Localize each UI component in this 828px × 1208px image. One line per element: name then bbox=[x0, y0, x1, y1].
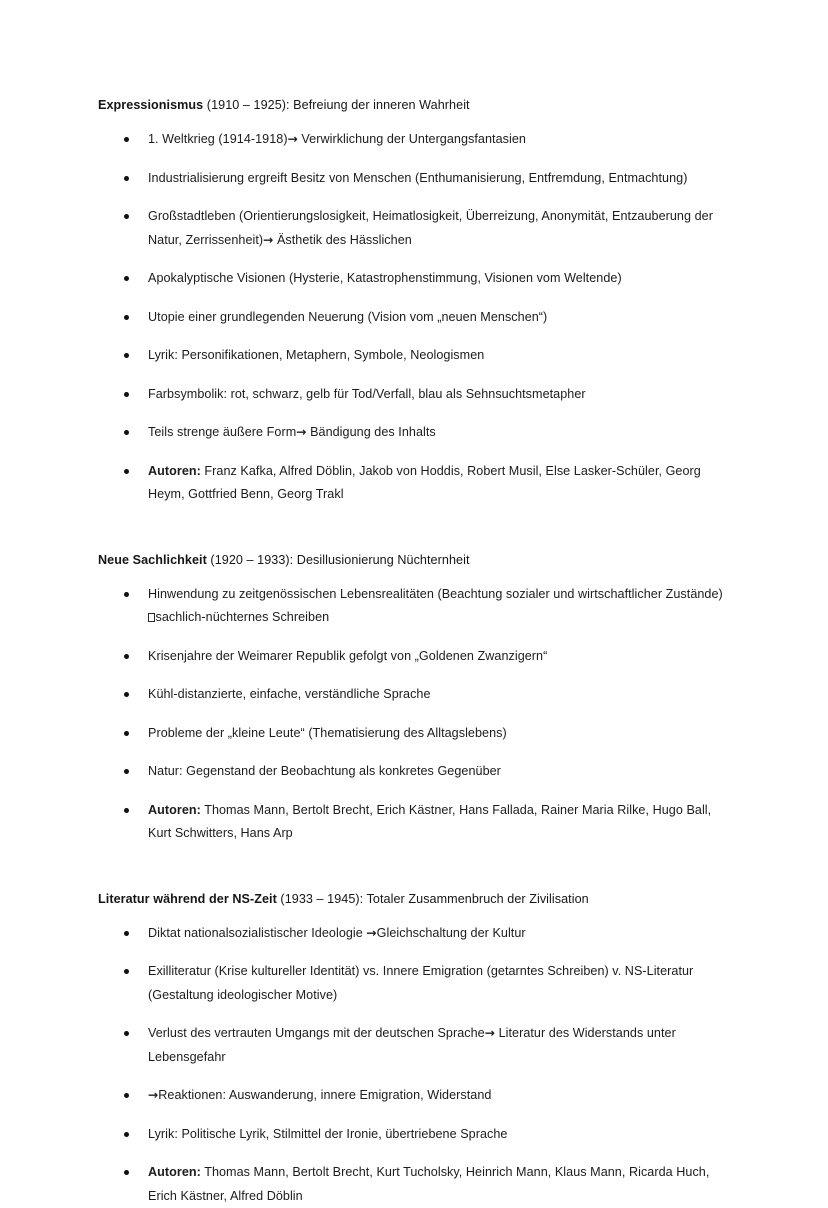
bullet-dot-icon bbox=[124, 654, 129, 659]
bullet-dot-icon bbox=[124, 392, 129, 397]
list-item bbox=[98, 683, 732, 707]
list-item-text: Probleme der „kleine Leute“ (Thematisierung des Alltagslebens) bbox=[148, 726, 507, 740]
list-item-text: Farbsymbolik: rot, schwarz, gelb für Tod/Verfall, blau als Sehnsuchtsmetapher bbox=[148, 387, 586, 401]
list-item bbox=[98, 1022, 732, 1069]
bullet-dot-icon bbox=[124, 214, 129, 219]
bullet-dot-icon bbox=[124, 469, 129, 474]
list-item bbox=[98, 1161, 732, 1208]
bullet-dot-icon bbox=[124, 969, 129, 974]
right-arrow-icon: → bbox=[148, 1088, 158, 1102]
list-item-text: Apokalyptische Visionen (Hysterie, Katastrophenstimmung, Visionen vom Weltende) bbox=[148, 271, 622, 285]
list-item bbox=[98, 645, 732, 669]
bullet-dot-icon bbox=[124, 176, 129, 181]
bullet-list-neue-sachlichkeit bbox=[98, 583, 732, 846]
list-item-text: Diktat nationalsozialistischer Ideologie →Gleichschaltung der Kultur bbox=[148, 926, 526, 940]
list-item bbox=[98, 799, 732, 846]
bullet-dot-icon bbox=[124, 315, 129, 320]
list-item-lead: Autoren: bbox=[148, 803, 201, 817]
epoch-heading-ns-zeit bbox=[98, 890, 732, 908]
bullet-dot-icon bbox=[124, 430, 129, 435]
list-item-text: Hinwendung zu zeitgenössischen Lebensrealitäten (Beachtung sozialer und wirtschaftlicher Zustände) sachlich-nüchternes Schreiben bbox=[148, 587, 723, 625]
list-item-text: Natur: Gegenstand der Beobachtung als konkretes Gegenüber bbox=[148, 764, 501, 778]
right-arrow-icon: → bbox=[485, 1026, 495, 1040]
bullet-dot-icon bbox=[124, 931, 129, 936]
right-arrow-icon: → bbox=[296, 425, 306, 439]
list-item-text: Lyrik: Politische Lyrik, Stilmittel der Ironie, übertriebene Sprache bbox=[148, 1127, 507, 1141]
list-item bbox=[98, 922, 732, 946]
list-item bbox=[98, 1084, 732, 1108]
list-item bbox=[98, 583, 732, 630]
list-item-text: Krisenjahre der Weimarer Republik gefolgt von „Goldenen Zwanzigern“ bbox=[148, 649, 547, 663]
list-item bbox=[98, 167, 732, 191]
bullet-list-ns-zeit bbox=[98, 922, 732, 1208]
epoch-section-neue-sachlichkeit bbox=[98, 551, 732, 846]
list-item-text: Teils strenge äußere Form→ Bändigung des Inhalts bbox=[148, 425, 436, 439]
right-arrow-icon: → bbox=[366, 926, 376, 940]
list-item-lead: Autoren: bbox=[148, 464, 201, 478]
bullet-dot-icon bbox=[124, 769, 129, 774]
list-item-text: Industrialisierung ergreift Besitz von Menschen (Enthumanisierung, Entfremdung, Entmachtung) bbox=[148, 171, 687, 185]
missing-glyph-box-icon bbox=[148, 613, 155, 622]
list-item bbox=[98, 267, 732, 291]
bullet-dot-icon bbox=[124, 731, 129, 736]
right-arrow-icon: → bbox=[288, 132, 298, 146]
epoch-period-and-subtitle: (1910 – 1925): Befreiung der inneren Wahrheit bbox=[203, 98, 469, 112]
epoch-name: Expressionismus bbox=[98, 98, 203, 112]
bullet-list-expressionismus bbox=[98, 128, 732, 507]
list-item bbox=[98, 460, 732, 507]
list-item-text: 1. Weltkrieg (1914-1918)→ Verwirklichung der Untergangsfantasien bbox=[148, 132, 526, 146]
bullet-dot-icon bbox=[124, 692, 129, 697]
list-item-text: →Reaktionen: Auswanderung, innere Emigration, Widerstand bbox=[148, 1088, 491, 1102]
bullet-dot-icon bbox=[124, 808, 129, 813]
list-item bbox=[98, 205, 732, 252]
list-item bbox=[98, 128, 732, 152]
epoch-section-expressionismus bbox=[98, 96, 732, 507]
list-item bbox=[98, 344, 732, 368]
list-item-text: Exilliteratur (Krise kultureller Identität) vs. Innere Emigration (getarntes Schreiben) v. NS-Literatur (Gestaltung ideologischer Motive) bbox=[148, 964, 693, 1002]
list-item-lead: Autoren: bbox=[148, 1165, 201, 1179]
list-item bbox=[98, 1123, 732, 1147]
bullet-dot-icon bbox=[124, 137, 129, 142]
list-item bbox=[98, 760, 732, 784]
list-item bbox=[98, 306, 732, 330]
list-item bbox=[98, 722, 732, 746]
list-item bbox=[98, 421, 732, 445]
bullet-dot-icon bbox=[124, 592, 129, 597]
list-item-text: Franz Kafka, Alfred Döblin, Jakob von Hoddis, Robert Musil, Else Lasker-Schüler, Georg Heym, Gottfried Benn, Georg Trakl bbox=[148, 464, 701, 502]
epoch-section-ns-zeit bbox=[98, 890, 732, 1208]
list-item-text: Thomas Mann, Bertolt Brecht, Erich Kästner, Hans Fallada, Rainer Maria Rilke, Hugo Ball, Kurt Schwitters, Hans Arp bbox=[148, 803, 711, 841]
right-arrow-icon: → bbox=[263, 233, 273, 247]
bullet-dot-icon bbox=[124, 1132, 129, 1137]
list-item-text: Lyrik: Personifikationen, Metaphern, Symbole, Neologismen bbox=[148, 348, 484, 362]
bullet-dot-icon bbox=[124, 276, 129, 281]
list-item-text: Großstadtleben (Orientierungslosigkeit, Heimatlosigkeit, Überreizung, Anonymität, Entzauberung der Natur, Zerrissenheit)→ Ästhetik des Hässlichen bbox=[148, 209, 713, 247]
list-item bbox=[98, 383, 732, 407]
list-item-text: Utopie einer grundlegenden Neuerung (Vision vom „neuen Menschen“) bbox=[148, 310, 547, 324]
list-item-text: Thomas Mann, Bertolt Brecht, Kurt Tucholsky, Heinrich Mann, Klaus Mann, Ricarda Huch, Erich Kästner, Alfred Döblin bbox=[148, 1165, 709, 1203]
bullet-dot-icon bbox=[124, 1093, 129, 1098]
bullet-dot-icon bbox=[124, 1031, 129, 1036]
list-item-text: Kühl-distanzierte, einfache, verständliche Sprache bbox=[148, 687, 431, 701]
list-item-text: Verlust des vertrauten Umgangs mit der deutschen Sprache→ Literatur des Widerstands unter Lebensgefahr bbox=[148, 1026, 676, 1064]
epoch-period-and-subtitle: (1920 – 1933): Desillusionierung Nüchternheit bbox=[207, 553, 470, 567]
list-item bbox=[98, 960, 732, 1007]
epoch-heading-neue-sachlichkeit bbox=[98, 551, 732, 569]
epoch-heading-expressionismus bbox=[98, 96, 732, 114]
epoch-name: Neue Sachlichkeit bbox=[98, 553, 207, 567]
bullet-dot-icon bbox=[124, 353, 129, 358]
epoch-name: Literatur während der NS-Zeit bbox=[98, 892, 277, 906]
epoch-period-and-subtitle: (1933 – 1945): Totaler Zusammenbruch der Zivilisation bbox=[277, 892, 589, 906]
document-content bbox=[98, 96, 732, 1208]
